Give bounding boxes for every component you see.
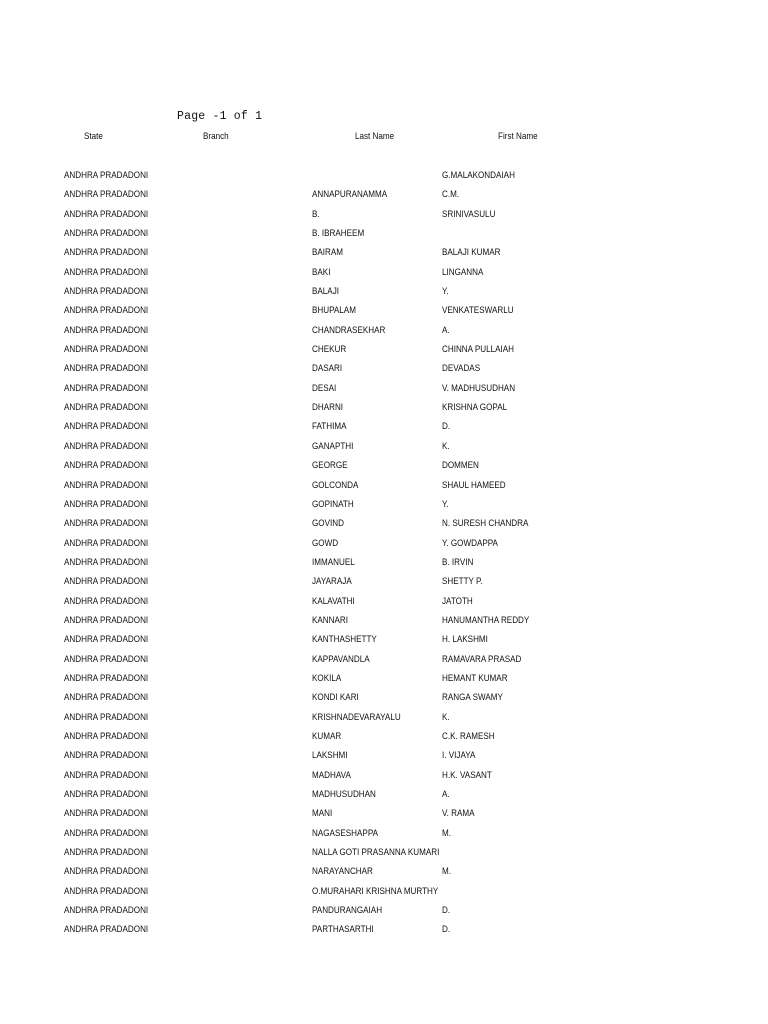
state-cell: ANDHRA PRADADONI	[64, 885, 149, 896]
page-indicator: Page -1 of 1	[177, 110, 263, 123]
last-name-cell: KALAVATHI	[312, 595, 355, 606]
table-row	[0, 359, 768, 378]
last-name-cell: DASARI	[312, 363, 343, 374]
state-cell: ANDHRA PRADADONI	[64, 440, 149, 451]
first-name-cell: G.MALAKONDAIAH	[442, 170, 515, 180]
table-row	[0, 495, 768, 514]
table-row	[0, 205, 768, 224]
last-name-cell: CHANDRASEKHAR	[312, 324, 386, 335]
state-cell: ANDHRA PRADADONI	[64, 208, 149, 219]
table-row	[0, 708, 768, 727]
state-cell: ANDHRA PRADADONI	[64, 382, 149, 393]
first-name-cell: A.	[442, 324, 450, 335]
state-cell: ANDHRA PRADADONI	[64, 518, 149, 529]
first-name-cell: Y.	[442, 286, 449, 297]
table-row	[0, 321, 768, 340]
table-row	[0, 572, 768, 591]
first-name-cell: C.M.	[442, 189, 460, 200]
state-cell: ANDHRA PRADADONI	[64, 228, 149, 239]
table-row	[0, 882, 768, 901]
first-name-cell: N. SURESH CHANDRA	[442, 518, 529, 529]
table-row	[0, 282, 768, 301]
last-name-cell: KAPPAVANDLA	[312, 653, 370, 664]
state-cell: ANDHRA PRADADONI	[64, 672, 149, 683]
last-name-cell: BAKI	[312, 266, 331, 277]
state-cell: ANDHRA PRADADONI	[64, 189, 149, 200]
first-name-cell: V. RAMA	[442, 808, 475, 819]
table-row	[0, 727, 768, 746]
state-cell: ANDHRA PRADADONI	[64, 537, 149, 548]
table-row	[0, 592, 768, 611]
state-cell: ANDHRA PRADADONI	[64, 614, 149, 625]
state-cell: ANDHRA PRADADONI	[64, 789, 149, 799]
table-row	[0, 379, 768, 398]
table-row	[0, 785, 768, 804]
first-name-cell: Y.	[442, 498, 449, 509]
first-name-cell: HANUMANTHA REDDY	[442, 614, 530, 625]
first-name-cell: HEMANT KUMAR	[442, 672, 508, 683]
table-row	[0, 301, 768, 320]
first-name-cell: CHINNA PULLAIAH	[442, 344, 515, 355]
last-name-cell: NALLA GOTI PRASANNA KUMARI	[312, 847, 440, 858]
last-name-cell: IMMANUEL	[312, 556, 355, 567]
state-cell: ANDHRA PRADADONI	[64, 556, 149, 567]
state-cell: ANDHRA PRADADONI	[64, 866, 149, 877]
last-name-cell: GOVIND	[312, 518, 344, 529]
last-name-cell: KUMAR	[312, 730, 342, 741]
last-name-cell: PARTHASARTHI	[312, 924, 374, 935]
last-name-cell: JAYARAJA	[312, 576, 352, 587]
first-name-cell: B. IRVIN	[442, 556, 474, 567]
state-cell: ANDHRA PRADADONI	[64, 344, 149, 355]
first-name-cell: D.	[442, 421, 451, 432]
table-row	[0, 514, 768, 533]
first-name-cell: K.	[442, 440, 450, 451]
state-cell: ANDHRA PRADADONI	[64, 324, 149, 335]
table-row	[0, 920, 768, 939]
last-name-cell: ANNAPURANAMMA	[312, 189, 388, 200]
last-name-cell: BHUPALAM	[312, 305, 356, 316]
state-cell: ANDHRA PRADADONI	[64, 808, 149, 819]
state-cell: ANDHRA PRADADONI	[64, 421, 149, 432]
first-name-cell: VENKATESWARLU	[442, 305, 514, 316]
first-name-cell: KRISHNA GOPAL	[442, 402, 508, 413]
table-row	[0, 650, 768, 669]
first-name-cell: DEVADAS	[442, 363, 481, 374]
state-cell: ANDHRA PRADADONI	[64, 595, 149, 606]
table-row	[0, 534, 768, 553]
table-row	[0, 824, 768, 843]
table-row	[0, 901, 768, 920]
first-name-cell: V. MADHUSUDHAN	[442, 382, 516, 393]
state-cell: ANDHRA PRADADONI	[64, 266, 149, 277]
table-row	[0, 398, 768, 417]
first-name-cell: SHAUL HAMEED	[442, 479, 506, 490]
state-cell: ANDHRA PRADADONI	[64, 924, 149, 935]
last-name-cell: GOPINATH	[312, 498, 354, 509]
first-name-cell: H.K. VASANT	[442, 769, 492, 780]
state-cell: ANDHRA PRADADONI	[64, 847, 149, 858]
first-name-cell: JATOTH	[442, 595, 473, 606]
last-name-cell: GOWD	[312, 537, 339, 548]
last-name-cell: NAGASESHAPPA	[312, 827, 379, 838]
state-cell: ANDHRA PRADADONI	[64, 653, 149, 664]
first-name-cell: BALAJI KUMAR	[442, 247, 501, 258]
last-name-cell: MANI	[312, 808, 333, 819]
state-cell: ANDHRA PRADADONI	[64, 305, 149, 316]
state-cell: ANDHRA PRADADONI	[64, 363, 149, 374]
last-name-cell: NARAYANCHAR	[312, 866, 373, 877]
column-header-last-name: Last Name	[355, 131, 395, 141]
state-cell: ANDHRA PRADADONI	[64, 479, 149, 490]
state-cell: ANDHRA PRADADONI	[64, 576, 149, 587]
first-name-cell: I. VIJAYA	[442, 750, 476, 761]
table-row	[0, 611, 768, 630]
last-name-cell: DHARNI	[312, 402, 344, 413]
table-row	[0, 417, 768, 436]
state-cell: ANDHRA PRADADONI	[64, 402, 149, 413]
last-name-cell: O.MURAHARI KRISHNA MURTHY	[312, 885, 439, 896]
table-row	[0, 804, 768, 823]
last-name-cell: KONDI KARI	[312, 692, 359, 703]
last-name-cell: B. IBRAHEEM	[312, 228, 365, 239]
table-row	[0, 340, 768, 359]
table-row	[0, 630, 768, 649]
table-row	[0, 185, 768, 204]
last-name-cell: KRISHNADEVARAYALU	[312, 711, 401, 722]
first-name-cell: DOMMEN	[442, 460, 479, 471]
state-cell: ANDHRA PRADADONI	[64, 460, 149, 471]
table-row	[0, 766, 768, 785]
column-header-state: State	[84, 131, 103, 141]
table-row	[0, 456, 768, 475]
first-name-cell: Y. GOWDAPPA	[442, 537, 498, 548]
state-cell: ANDHRA PRADADONI	[64, 170, 149, 180]
first-name-cell: K.	[442, 711, 450, 722]
table-row	[0, 243, 768, 262]
last-name-cell: FATHIMA	[312, 421, 347, 432]
table-row	[0, 476, 768, 495]
last-name-cell: B.	[312, 208, 320, 219]
table-row	[0, 688, 768, 707]
last-name-cell: MADHAVA	[312, 769, 351, 780]
last-name-cell: GANAPTHI	[312, 440, 354, 451]
first-name-cell: RANGA SWAMY	[442, 692, 503, 703]
column-header-branch: Branch	[203, 131, 229, 141]
last-name-cell: DESAI	[312, 382, 337, 393]
first-name-cell: M.	[442, 866, 451, 877]
first-name-cell: D.	[442, 905, 451, 916]
table-row	[0, 746, 768, 765]
state-cell: ANDHRA PRADADONI	[64, 711, 149, 722]
state-cell: ANDHRA PRADADONI	[64, 827, 149, 838]
state-cell: ANDHRA PRADADONI	[64, 634, 149, 645]
table-row	[0, 669, 768, 688]
state-cell: ANDHRA PRADADONI	[64, 905, 149, 916]
state-cell: ANDHRA PRADADONI	[64, 498, 149, 509]
table-row	[0, 224, 768, 243]
last-name-cell: MADHUSUDHAN	[312, 789, 376, 799]
state-cell: ANDHRA PRADADONI	[64, 286, 149, 297]
first-name-cell: M.	[442, 827, 451, 838]
last-name-cell: BAIRAM	[312, 247, 344, 258]
state-cell: ANDHRA PRADADONI	[64, 247, 149, 258]
table-row	[0, 263, 768, 282]
state-cell: ANDHRA PRADADONI	[64, 730, 149, 741]
table-row	[0, 862, 768, 881]
first-name-cell: A.	[442, 789, 450, 799]
table-row	[0, 437, 768, 456]
first-name-cell: RAMAVARA PRASAD	[442, 653, 522, 664]
last-name-cell: KANNARI	[312, 614, 349, 625]
first-name-cell: H. LAKSHMI	[442, 634, 488, 645]
last-name-cell: CHEKUR	[312, 344, 347, 355]
last-name-cell: PANDURANGAIAH	[312, 905, 383, 916]
state-cell: ANDHRA PRADADONI	[64, 692, 149, 703]
records-table	[0, 166, 768, 940]
table-row	[0, 843, 768, 862]
column-header-first-name: First Name	[498, 131, 538, 141]
last-name-cell: KOKILA	[312, 672, 342, 683]
last-name-cell: GOLCONDA	[312, 479, 359, 490]
last-name-cell: GEORGE	[312, 460, 348, 471]
last-name-cell: KANTHASHETTY	[312, 634, 377, 645]
first-name-cell: D.	[442, 924, 451, 935]
state-cell: ANDHRA PRADADONI	[64, 750, 149, 761]
last-name-cell: BALAJI	[312, 286, 340, 297]
table-row	[0, 166, 768, 185]
last-name-cell: LAKSHMI	[312, 750, 348, 761]
table-row	[0, 553, 768, 572]
first-name-cell: LINGANNA	[442, 266, 484, 277]
first-name-cell: SHETTY P.	[442, 576, 483, 587]
first-name-cell: C.K. RAMESH	[442, 730, 495, 741]
state-cell: ANDHRA PRADADONI	[64, 769, 149, 780]
first-name-cell: SRINIVASULU	[442, 208, 496, 219]
